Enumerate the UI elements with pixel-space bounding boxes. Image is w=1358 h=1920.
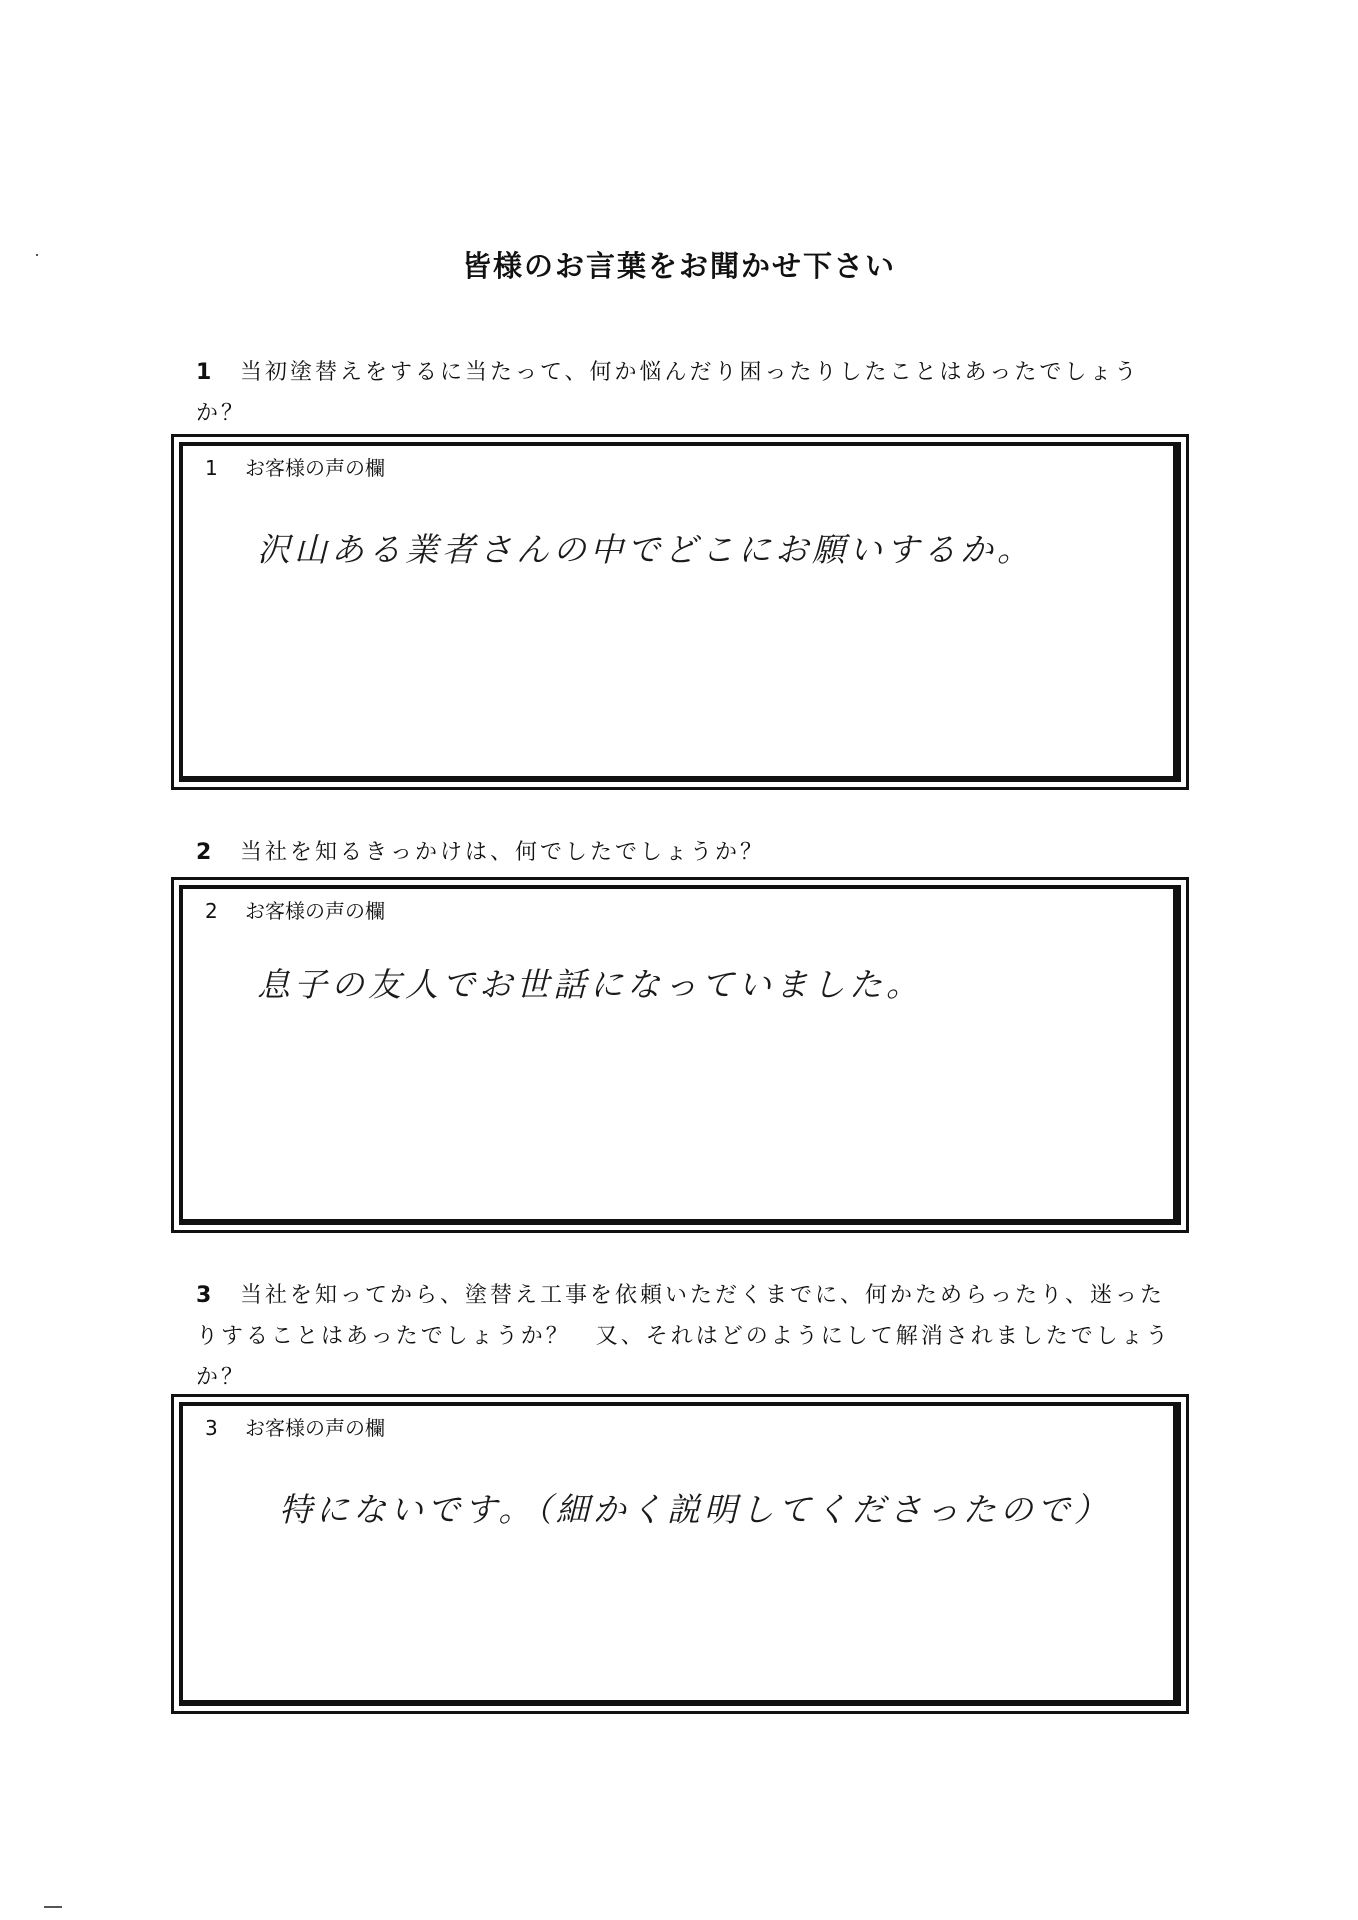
box-number: 2 <box>205 899 218 923</box>
question-line <box>196 1316 1176 1357</box>
question-text: か？ <box>196 1365 247 1390</box>
box-label <box>205 1412 385 1441</box>
box-number: 3 <box>205 1416 218 1440</box>
box-label-text: お客様の声の欄 <box>245 899 385 923</box>
question-text: りすることはあったでしょうか？ 又、それはどのようにして解消されましたでしょう <box>196 1324 1171 1349</box>
handwritten-answer: 沢山ある業者さんの中でどこにお願いするか。 <box>257 530 1034 569</box>
question-1 <box>196 352 1176 434</box>
box-label-text: お客様の声の欄 <box>245 1416 385 1440</box>
answer-box-inner <box>179 1402 1181 1706</box>
question-number: 2 <box>196 840 212 865</box>
question-line <box>196 1275 1176 1316</box>
question-text: 当初塗替えをするに当たって、何か悩んだり困ったりしたことはあったでしょう <box>240 360 1140 385</box>
question-2 <box>196 832 1176 873</box>
box-number: 1 <box>205 456 218 480</box>
answer-box-1 <box>171 434 1189 790</box>
answer-box-inner <box>179 885 1181 1225</box>
box-label <box>205 452 385 481</box>
question-line <box>196 393 1176 434</box>
answer-box-2 <box>171 877 1189 1233</box>
box-label <box>205 895 385 924</box>
question-text: 当社を知ってから、塗替え工事を依頼いただくまでに、何かためらったり、迷った <box>240 1283 1166 1308</box>
page-title: 皆様のお言葉をお聞かせ下さい <box>461 249 896 283</box>
question-number: 3 <box>196 1283 212 1308</box>
question-line <box>196 1357 1176 1398</box>
question-number: 1 <box>196 360 212 385</box>
question-3 <box>196 1275 1176 1398</box>
scan-speck <box>36 254 38 256</box>
question-line <box>196 832 1176 873</box>
scan-speck <box>44 1906 62 1908</box>
answer-box-3 <box>171 1394 1189 1714</box>
question-text: 当社を知るきっかけは、何でしたでしょうか？ <box>240 840 766 865</box>
box-label-text: お客様の声の欄 <box>245 456 385 480</box>
handwritten-answer: 特にないです。（細かく説明してくださったので） <box>279 1490 1111 1529</box>
question-text: か？ <box>196 401 247 426</box>
handwritten-answer: 息子の友人でお世話になっていました。 <box>257 965 923 1004</box>
question-line <box>196 352 1176 393</box>
answer-box-inner <box>179 442 1181 782</box>
